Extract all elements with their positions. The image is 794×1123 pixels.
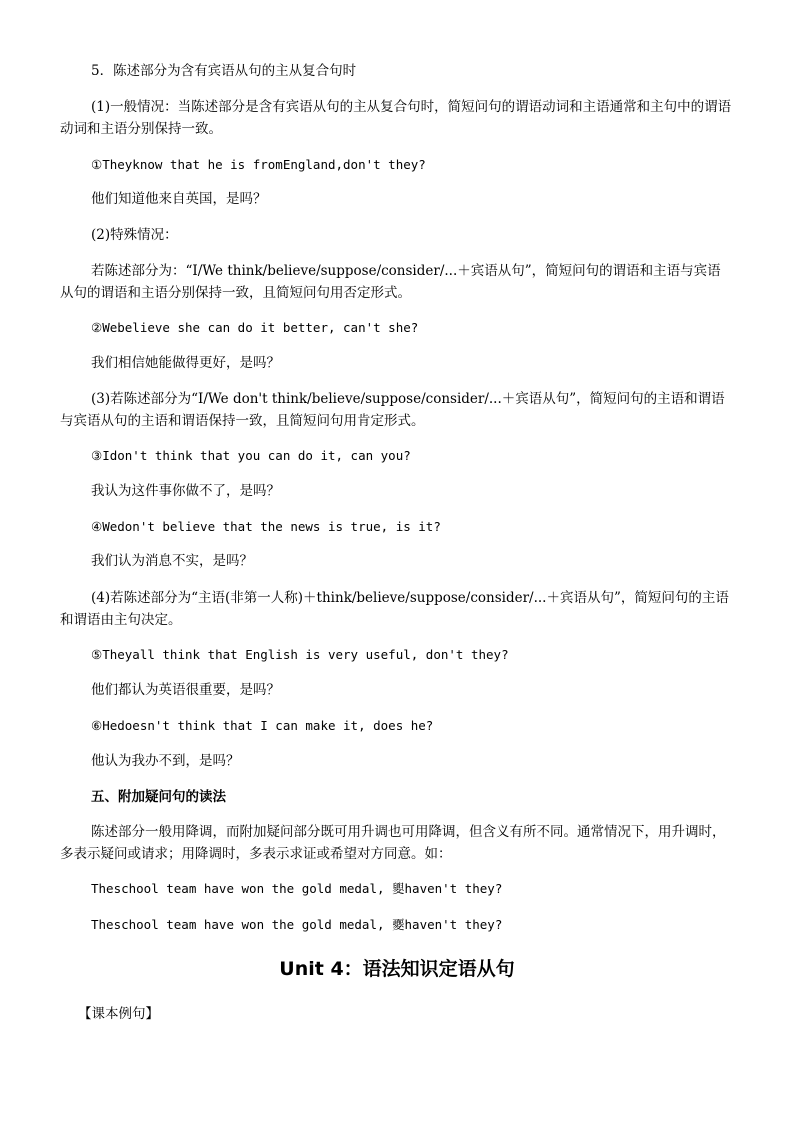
example-1-chinese: 他们知道他来自英国，是吗？ xyxy=(91,191,267,207)
case-3-paragraph: (3)若陈述部分为“I/We don't think/believe/suppose/consider/...＋宾语从句”，简短问句的主语和谓语与宾语从句的主语和谓语保持一致，且简短问句用肯定形式。 xyxy=(60,391,725,429)
example-6-english: ⑥Hedoesn't think that I can make it, does he? xyxy=(91,718,434,733)
special-case-label: (2)特殊情况： xyxy=(91,227,178,243)
section5-heading: 5．陈述部分为含有宾语从句的主从复合句时 xyxy=(91,63,357,79)
unit-title: Unit 4：语法知识定语从句 xyxy=(279,958,515,980)
example-7-english: Theschool team have won the gold medal, 夓haven't they? xyxy=(91,881,503,896)
example-4-english: ④Wedon't believe that the news is true, is it? xyxy=(91,519,441,534)
section-five-heading: 五、附加疑问句的读法 xyxy=(91,789,226,805)
example-4-chinese: 我们认为消息不实，是吗？ xyxy=(91,553,253,569)
example-6-chinese: 他认为我办不到，是吗？ xyxy=(91,753,240,769)
special-case-paragraph: 若陈述部分为：“I/We think/believe/suppose/consider/...＋宾语从句”，简短问句的谓语和主语与宾语从句的谓语和主语分别保持一致，且简短问句用否定形式。 xyxy=(60,263,721,301)
example-3-chinese: 我认为这件事你做不了，是吗？ xyxy=(91,483,280,499)
example-5-english: ⑤Theyall think that English is very useful, don't they? xyxy=(91,647,509,662)
example-2-english: ②Webelieve she can do it better, can't she? xyxy=(91,320,419,335)
general-case-paragraph: (1)一般情况：当陈述部分是含有宾语从句的主从复合句时，简短问句的谓语动词和主语通常和主句中的谓语动词和主语分别保持一致。 xyxy=(60,99,732,137)
reading-paragraph: 陈述部分一般用降调，而附加疑问部分既可用升调也可用降调，但含义有所不同。通常情况下，用升调时，多表示疑问或请求；用降调时，多表示求证或希望对方同意。如： xyxy=(60,824,726,862)
example-8-english: Theschool team have won the gold medal, 夒haven't they? xyxy=(91,917,503,932)
example-3-english: ③Idon't think that you can do it, can you? xyxy=(91,448,411,463)
example-5-chinese: 他们都认为英语很重要，是吗？ xyxy=(91,682,280,698)
example-2-chinese: 我们相信她能做得更好，是吗？ xyxy=(91,355,280,371)
example-1-english: ①Theyknow that he is fromEngland,don't they? xyxy=(91,157,426,172)
textbook-examples-label: 【课本例句】 xyxy=(78,1006,159,1022)
case-4-paragraph: (4)若陈述部分为“主语(非第一人称)＋think/believe/suppose/consider/...＋宾语从句”，简短问句的主语和谓语由主句决定。 xyxy=(60,590,729,628)
